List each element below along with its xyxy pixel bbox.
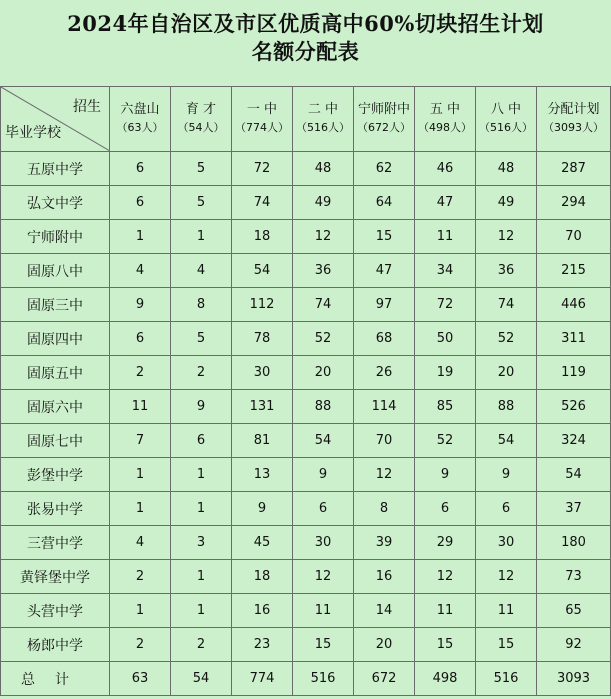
value-cell: 11 [415,594,476,628]
value-cell: 52 [415,424,476,458]
value-cell: 26 [354,356,415,390]
value-cell: 52 [476,322,537,356]
column-name: 二 中 [307,102,339,117]
value-cell: 311 [537,322,611,356]
school-name-cell: 彭堡中学 [1,458,110,492]
value-cell: 1 [171,594,232,628]
value-cell: 74 [293,288,354,322]
value-cell: 12 [354,458,415,492]
diagonal-line [1,87,110,151]
table-row [1,560,611,594]
column-header [537,87,611,152]
value-cell: 11 [476,594,537,628]
total-cell: 3093 [537,662,611,696]
value-cell: 88 [293,390,354,424]
total-row [1,662,611,696]
column-name: 一 中 [246,102,278,117]
value-cell: 6 [293,492,354,526]
value-cell: 1 [171,220,232,254]
value-cell: 12 [293,220,354,254]
value-cell: 36 [293,254,354,288]
value-cell: 131 [232,390,293,424]
column-count: （516人） [479,121,533,134]
value-cell: 1 [171,560,232,594]
value-cell: 9 [415,458,476,492]
column-count: （3093人） [543,121,604,134]
value-cell: 19 [415,356,476,390]
value-cell: 49 [476,186,537,220]
value-cell: 6 [476,492,537,526]
value-cell: 52 [293,322,354,356]
value-cell: 50 [415,322,476,356]
value-cell: 2 [110,560,171,594]
value-cell: 12 [476,220,537,254]
value-cell: 34 [415,254,476,288]
table-row [1,254,611,288]
column-name: 五 中 [429,102,461,117]
value-cell: 15 [415,628,476,662]
value-cell: 119 [537,356,611,390]
value-cell: 73 [537,560,611,594]
total-label: 总计 [1,662,110,696]
value-cell: 12 [293,560,354,594]
value-cell: 1 [110,220,171,254]
value-cell: 2 [171,628,232,662]
value-cell: 49 [293,186,354,220]
value-cell: 48 [293,152,354,186]
value-cell: 29 [415,526,476,560]
table-row [1,628,611,662]
school-name-cell: 三营中学 [1,526,110,560]
value-cell: 6 [415,492,476,526]
value-cell: 54 [293,424,354,458]
value-cell: 70 [354,424,415,458]
table-row [1,322,611,356]
value-cell: 5 [171,186,232,220]
value-cell: 68 [354,322,415,356]
total-cell: 498 [415,662,476,696]
total-cell: 774 [232,662,293,696]
value-cell: 12 [415,560,476,594]
table-row [1,288,611,322]
value-cell: 6 [171,424,232,458]
value-cell: 4 [110,254,171,288]
value-cell: 294 [537,186,611,220]
school-name-cell: 固原四中 [1,322,110,356]
value-cell: 47 [415,186,476,220]
value-cell: 48 [476,152,537,186]
column-name: 八 中 [490,102,522,117]
school-name-cell: 固原三中 [1,288,110,322]
value-cell: 30 [293,526,354,560]
column-header [415,87,476,152]
value-cell: 114 [354,390,415,424]
page-subtitle: 名额分配表 [251,39,360,64]
value-cell: 112 [232,288,293,322]
table-body [1,152,611,662]
value-cell: 14 [354,594,415,628]
value-cell: 3 [171,526,232,560]
value-cell: 97 [354,288,415,322]
table-row [1,220,611,254]
value-cell: 4 [171,254,232,288]
value-cell: 39 [354,526,415,560]
value-cell: 6 [110,186,171,220]
value-cell: 88 [476,390,537,424]
column-name: 宁师附中 [357,102,410,117]
corner-header [1,87,110,152]
value-cell: 18 [232,560,293,594]
value-cell: 72 [232,152,293,186]
school-name-cell: 固原五中 [1,356,110,390]
value-cell: 5 [171,152,232,186]
value-cell: 9 [476,458,537,492]
value-cell: 85 [415,390,476,424]
value-cell: 2 [110,628,171,662]
corner-top-label: 招生 [73,99,101,115]
total-cell: 63 [110,662,171,696]
value-cell: 54 [537,458,611,492]
value-cell: 20 [293,356,354,390]
corner-bottom-label: 毕业学校 [5,125,61,141]
table-row [1,594,611,628]
header-row [1,87,611,152]
table-row [1,458,611,492]
school-name-cell: 头营中学 [1,594,110,628]
value-cell: 180 [537,526,611,560]
value-cell: 81 [232,424,293,458]
total-cell: 672 [354,662,415,696]
value-cell: 4 [110,526,171,560]
value-cell: 446 [537,288,611,322]
table-row [1,492,611,526]
column-count: （516人） [296,121,350,134]
school-name-cell: 固原六中 [1,390,110,424]
value-cell: 11 [415,220,476,254]
value-cell: 30 [232,356,293,390]
value-cell: 1 [110,594,171,628]
column-header [293,87,354,152]
value-cell: 92 [537,628,611,662]
value-cell: 9 [110,288,171,322]
table-row [1,390,611,424]
value-cell: 1 [110,492,171,526]
value-cell: 16 [232,594,293,628]
value-cell: 7 [110,424,171,458]
total-cell: 516 [293,662,354,696]
value-cell: 526 [537,390,611,424]
table-row [1,356,611,390]
value-cell: 6 [110,152,171,186]
value-cell: 64 [354,186,415,220]
table-row [1,424,611,458]
school-name-cell: 固原七中 [1,424,110,458]
column-count: （54人） [177,121,225,134]
value-cell: 13 [232,458,293,492]
column-header [476,87,537,152]
allocation-table [0,86,611,696]
value-cell: 36 [476,254,537,288]
value-cell: 54 [476,424,537,458]
value-cell: 2 [171,356,232,390]
value-cell: 78 [232,322,293,356]
value-cell: 62 [354,152,415,186]
school-name-cell: 弘文中学 [1,186,110,220]
value-cell: 23 [232,628,293,662]
value-cell: 18 [232,220,293,254]
column-name: 六盘山 [120,102,160,117]
column-count: （774人） [235,121,289,134]
value-cell: 11 [293,594,354,628]
value-cell: 287 [537,152,611,186]
school-name-cell: 宁师附中 [1,220,110,254]
total-cell: 516 [476,662,537,696]
value-cell: 5 [171,322,232,356]
value-cell: 6 [110,322,171,356]
value-cell: 1 [171,492,232,526]
table-row [1,152,611,186]
total-cell: 54 [171,662,232,696]
value-cell: 324 [537,424,611,458]
table-row [1,186,611,220]
table-row [1,526,611,560]
page-title: 2024年自治区及市区优质高中60%切块招生计划 [67,11,544,36]
column-header [232,87,293,152]
value-cell: 47 [354,254,415,288]
column-header [354,87,415,152]
value-cell: 46 [415,152,476,186]
column-name: 分配计划 [547,102,600,117]
value-cell: 16 [354,560,415,594]
value-cell: 215 [537,254,611,288]
value-cell: 1 [110,458,171,492]
value-cell: 45 [232,526,293,560]
value-cell: 72 [415,288,476,322]
value-cell: 74 [232,186,293,220]
school-name-cell: 杨郎中学 [1,628,110,662]
column-header [171,87,232,152]
value-cell: 2 [110,356,171,390]
column-count: （63人） [116,121,164,134]
value-cell: 65 [537,594,611,628]
column-count: （498人） [418,121,472,134]
value-cell: 15 [354,220,415,254]
column-name: 育 才 [185,102,217,117]
school-name-cell: 五原中学 [1,152,110,186]
school-name-cell: 固原八中 [1,254,110,288]
value-cell: 9 [293,458,354,492]
value-cell: 70 [537,220,611,254]
value-cell: 8 [171,288,232,322]
school-name-cell: 黄铎堡中学 [1,560,110,594]
value-cell: 30 [476,526,537,560]
value-cell: 9 [171,390,232,424]
value-cell: 20 [354,628,415,662]
value-cell: 9 [232,492,293,526]
column-count: （672人） [357,121,411,134]
value-cell: 37 [537,492,611,526]
school-name-cell: 张易中学 [1,492,110,526]
value-cell: 15 [293,628,354,662]
value-cell: 54 [232,254,293,288]
value-cell: 74 [476,288,537,322]
column-header [110,87,171,152]
value-cell: 20 [476,356,537,390]
value-cell: 12 [476,560,537,594]
value-cell: 8 [354,492,415,526]
value-cell: 15 [476,628,537,662]
value-cell: 11 [110,390,171,424]
value-cell: 1 [171,458,232,492]
